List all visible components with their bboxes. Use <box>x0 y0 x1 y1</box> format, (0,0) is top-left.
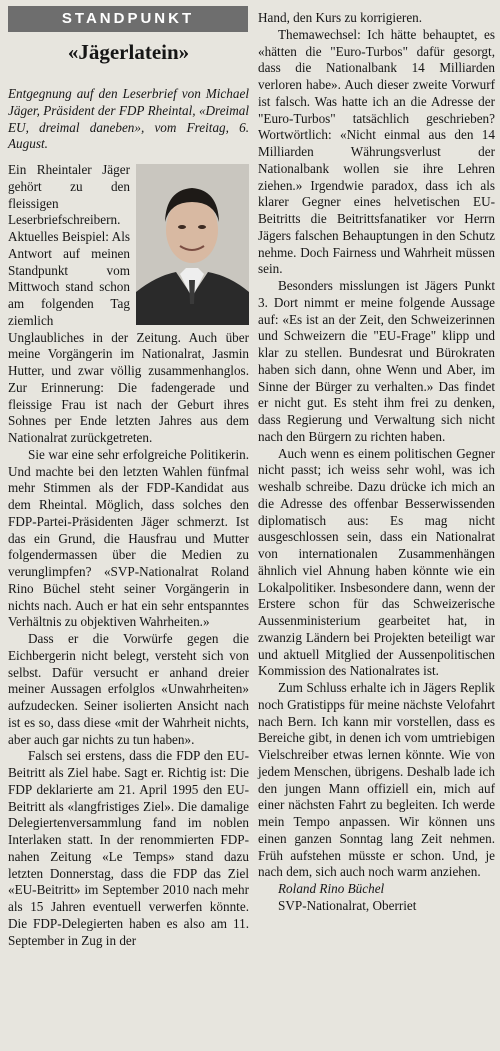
paragraph: Dass er die Vorwürfe gegen die Eichbergerin nicht belegt, versteht sich von selbst. Dafür versucht er anhand dreier meiner Aussagen erfolglos «Unwahrheiten» aufzudecken. Seiner isolierten Ansicht nach ist es so, dass diese «mit der Wahrheit nichts, aber auch gar nichts zu tun haben». <box>8 631 249 747</box>
paragraph: Besonders misslungen ist Jägers Punkt 3. Dort nimmt er meine folgende Aussage auf: «Es ist an der Zeit, den Schweizerinnen und Schweizern die "EU-Frage" klipp und klar zu stellen. Bundesrat und Bürokraten haben sich dann, ohne Wenn und Aber, im Sinne der Bürger zu verhalten.» Das findet er nicht gut. Es steht ihm frei zu denken, dass Regierung und Verwaltung sich nicht nach den Bürgern zu richten haben. <box>258 278 495 444</box>
paragraph: Auch wenn es einem politischen Gegner nicht passt; ich weiss sehr wohl, was ich weshalb schreibe. Dazu drücke ich mich an die Adresse des offenbar Besserwissenden diplomatisch aus: Es mag nicht ausgeschlossen sein, dass ein Nationalrat von internationalen Zusammenhängen ähnlich viel Ahnung haben könnte wie ein Lokalpolitiker. Insbesondere dann, wenn der Erstere schon für das Schweizerische Aussenministerium gearbeitet hat, in zwanzig Ländern bei Projekten beteiligt war und aktuell Mitglied der Aussenpolitischen Kommission des Nationalrates ist. <box>258 445 495 679</box>
article-title: «Jägerlatein» <box>67 40 190 64</box>
signature-role: SVP-Nationalrat, Oberriet <box>278 897 417 913</box>
article-intro: Entgegnung auf den Leserbrief von Michael Jäger, Präsident der FDP Rheintal, «Dreimal EU, dreimal daneben», vom Freitag, 6. August. <box>8 86 249 152</box>
paragraph: Sie war eine sehr erfolgreiche Politikerin. Und machte bei den letzten Wahlen fünfmal mehr Stimmen als der FDP-Kandidat aus dem Rheintal. Möglich, dass solches den FDP-Partei-Präsidenten Jäger schmerzt. Ist das ein Grund, die Hausfrau und Mutter folgendermassen über die Medien zu verunglimpfen? «SVP-Nationalrat Roland Rino Büchel steht seiner Vorgängerin in nichts nach. Auch er hat ein sehr entspanntes Verhältnis zu objektiven Wahrheiten.» <box>8 446 249 630</box>
paragraph: Themawechsel: Ich hätte behauptet, es «hätten die "Euro-Turbos" dafür gesorgt, dass die Nationalbank 14 Milliarden verloren habe». Auch dieser zweite Vorwurf ist falsch. Was hatte ich an die Adresse der "Euro-Turbos" tatsächlich geschrieben? Wortwörtlich: «Nicht einmal aus den 14 Milliarden Währungsverlust der Nationalbank wollen sie ihre Lehren ziehen.» Irgendwie paradox, dass ich als klarer Gegner eines helvetischen EU-Beitritts die Beitrittsfanatiker vor Herrn Jägers falschen Behauptungen in den Schutz nehme. Doch Fairness und Wahrheit müssen sein. <box>258 26 495 277</box>
paragraph: Falsch sei erstens, dass die FDP den EU-Beitritt als Ziel habe. Sagt er. Richtig ist: Die FDP deklarierte am 21. April 1995 den EU-Beitritt als «langfristiges Ziel». Die damalige Delegiertenversammlung fand im noblen Interlaken statt. In der renommierten FDP-nahen Zeitung «Le Temps» stand dazu letzten Donnerstag, dass die FDP das Ziel «EU-Beitritt» im September 2010 nach mehr als 15 Jahren eventuell verwerfen könnte. Die FDP-Delegierten haben es also am 11. September in Zug in der <box>8 748 249 948</box>
left-column <box>8 86 249 949</box>
right-column <box>258 10 495 915</box>
paragraph: Ein Rheintaler Jäger gehört zu den fleissigen Leserbriefschreibern. Aktuelles Beispiel: Als Antwort auf meinen Standpunkt vom Mittwoch stand schon am folgenden Tag ziemlich Unglaubliches in der Zeitung. Auch über meine Vorgängerin im Nationalrat, Jasmin Hutter, und zwar völlig zusammenhanglos. Zur Erinnerung: Die fadengerade und fleissige Frau ist nach der Geburt ihres Sohnes per Ende letzten Jahres aus dem Nationalrat zurückgetreten. <box>8 162 249 445</box>
author-portrait <box>136 164 249 325</box>
signature-name: Roland Rino Büchel <box>278 881 385 896</box>
paragraph: Zum Schluss erhalte ich in Jägers Replik noch Gratistipps für meine nächste Velofahrt nach Bern. Ich kann mir vorstellen, dass es Bereiche gibt, in denen ich vom umtriebigen Vielschreiber etwas lernen könnte. Wie von jedem Menschen, übrigens. Deshalb lade ich den jungen Mann offiziell ein, mich auf einer nächsten Fahrt zu begleiten. Ich werde mein Tempo anpassen. Wir können uns einen ganzen Sonntag lang Zeit nehmen. Früh aufstehen müsste er schon. Und, je nach dem, sich auch noch warm anziehen. <box>258 680 495 880</box>
section-header: STANDPUNKT <box>8 6 248 32</box>
paragraph: Hand, den Kurs zu korrigieren. <box>258 10 423 25</box>
